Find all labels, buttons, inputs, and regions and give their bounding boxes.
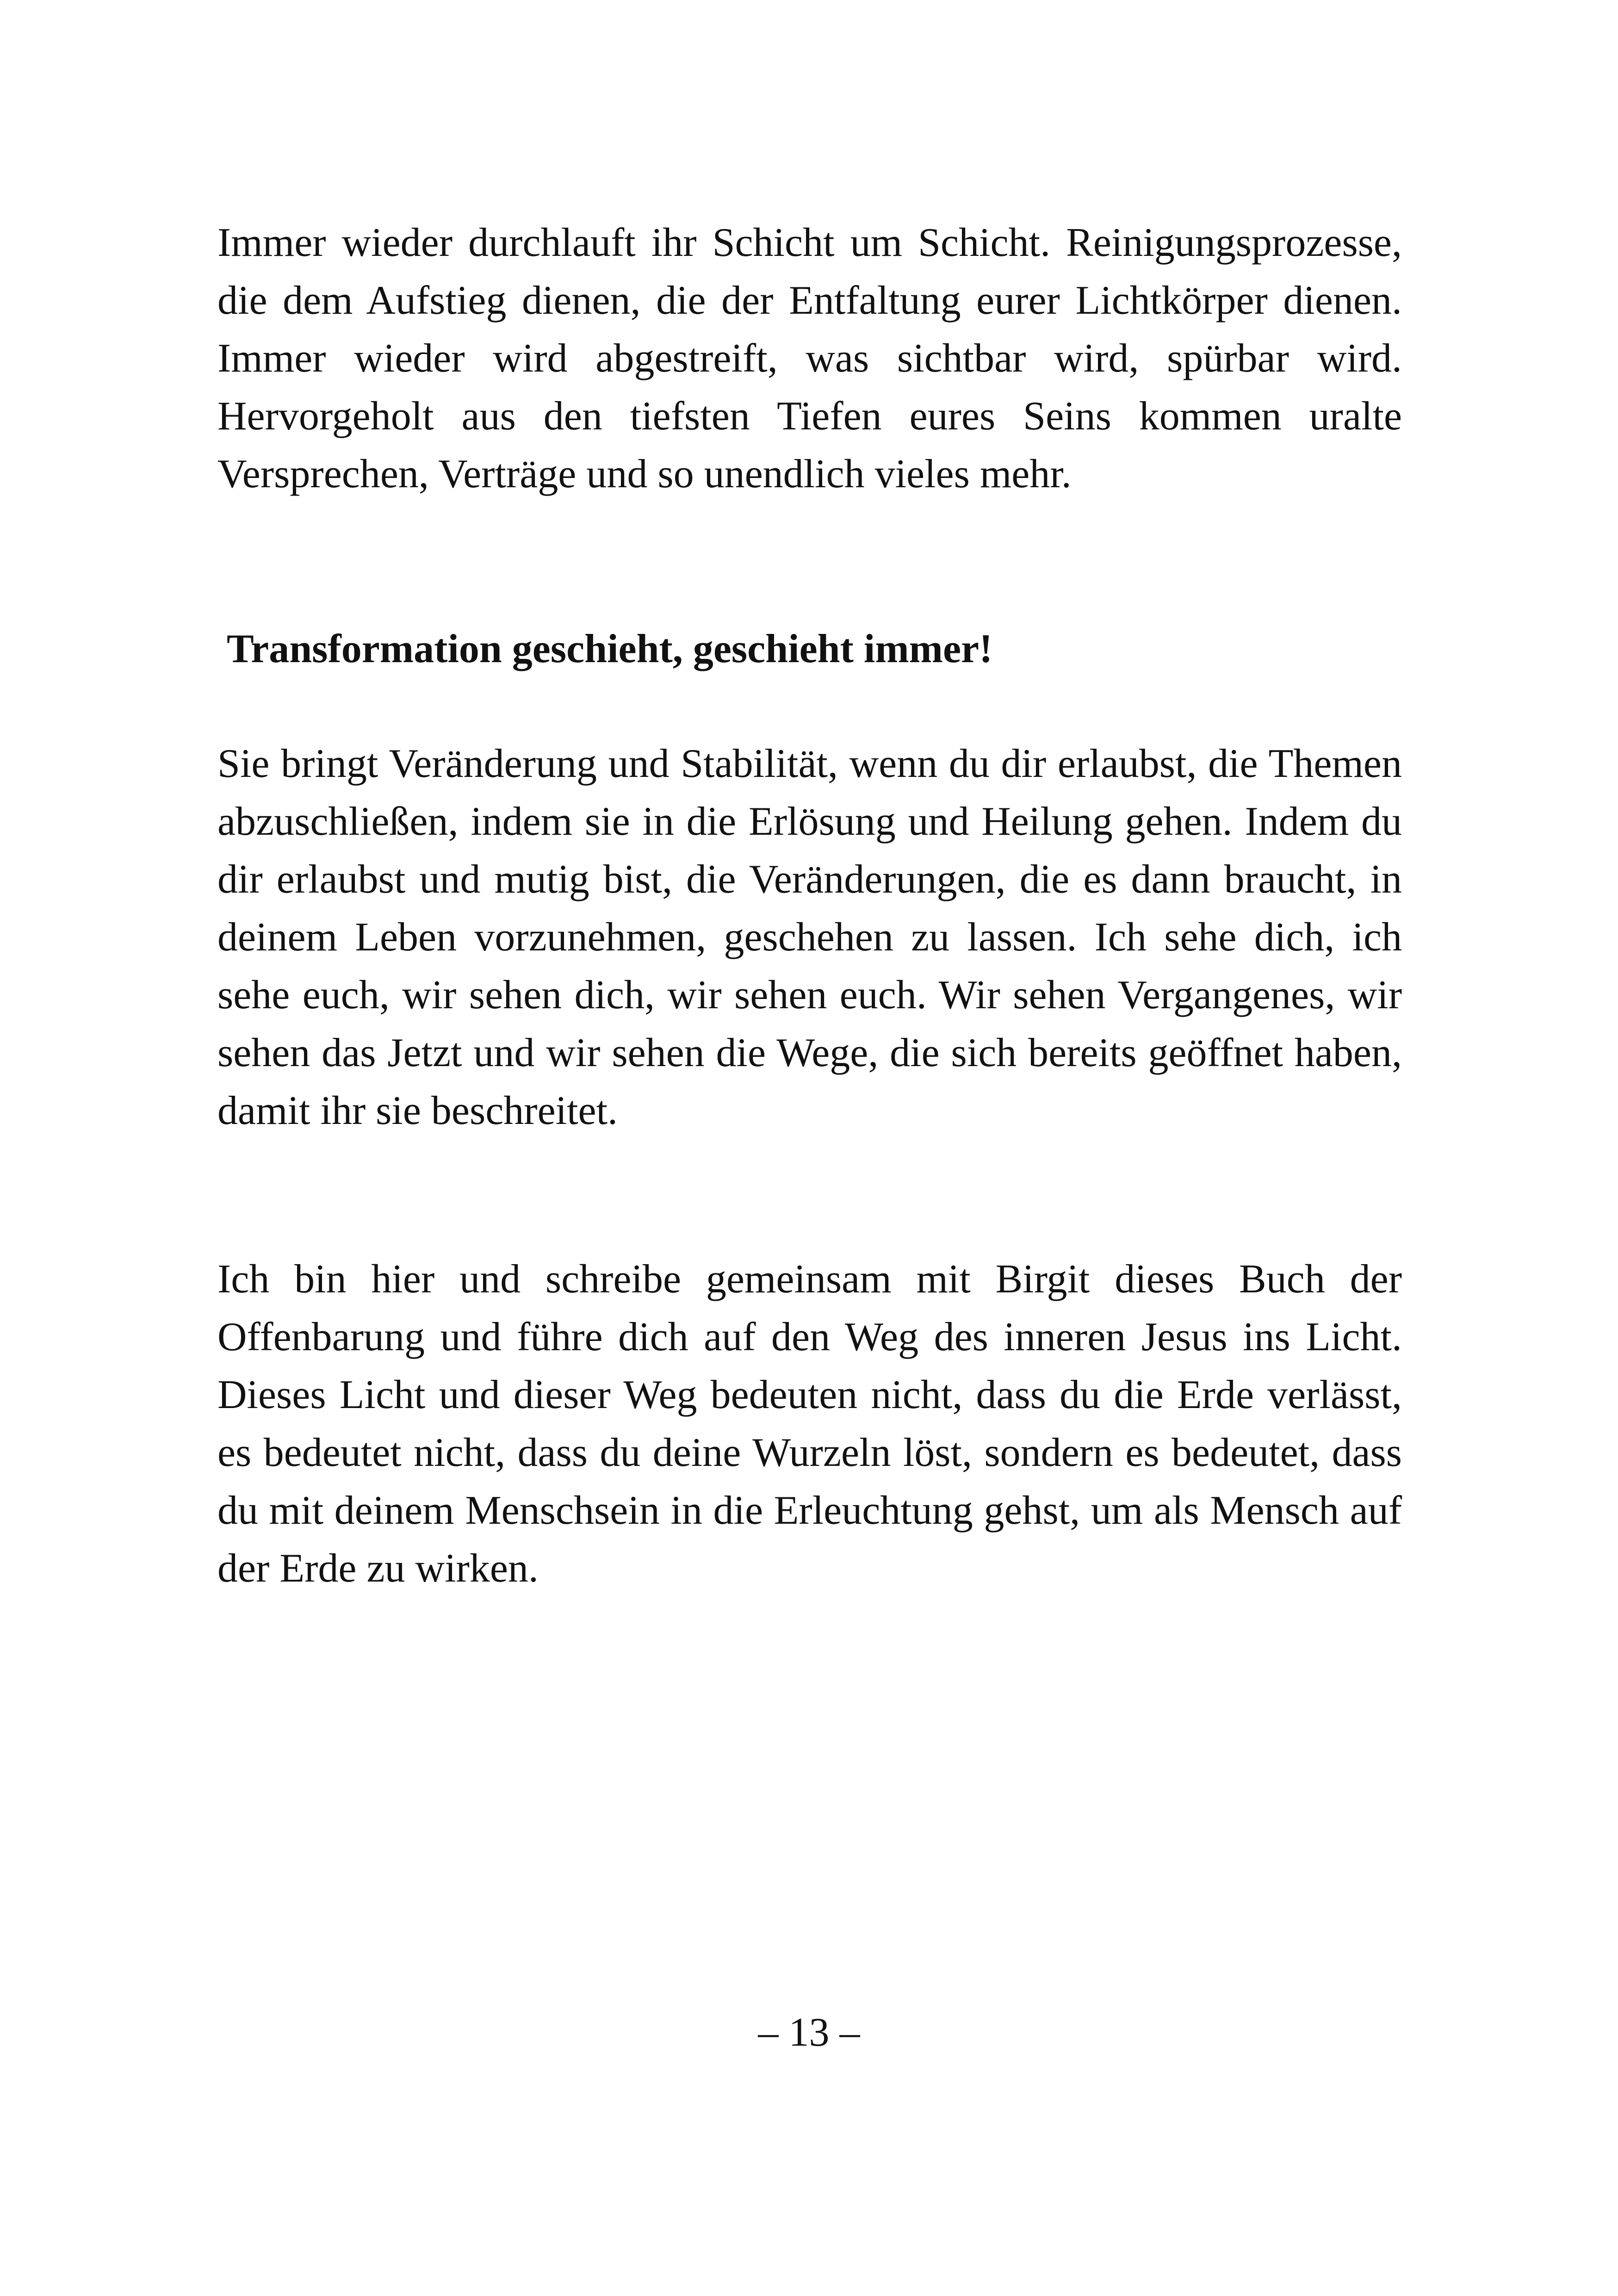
- body-paragraph-1: Immer wieder durchlauft ihr Schicht um Schicht. Reinigungsprozesse, die dem Aufstieg dienen, die der Entfaltung eurer Lichtkörper dienen. Immer wieder wird abgestreift, was sichtbar wird, spürbar wird. Hervorgeholt aus den tiefsten Tiefen eures Seins kommen uralte Versprechen, Verträge und so unendlich vieles mehr.: [217, 220, 1402, 496]
- body-paragraph-3: Ich bin hier und schreibe gemeinsam mit Birgit dieses Buch der Offenbarung und führe dich auf den Weg des inneren Jesus ins Licht. Dieses Licht und dieser Weg bedeuten nicht, dass du die Erde verlässt, es bedeutet nicht, dass du deine Wurzeln löst, sondern es bedeutet, dass du mit deinem Menschsein in die Erleuchtung gehst, um als Mensch auf der Erde zu wirken.: [217, 1257, 1402, 1591]
- section-heading: Transformation geschieht, geschieht immer!: [227, 627, 993, 671]
- page-number: – 13 –: [758, 2010, 860, 2055]
- body-paragraph-2: Sie bringt Veränderung und Stabilität, wenn du dir erlaubst, die Themen abzuschließen, indem sie in die Erlösung und Heilung gehen. Indem du dir erlaubst und mutig bist, die Veränderungen, die es dann braucht, in deinem Leben vorzunehmen, geschehen zu lassen. Ich sehe dich, ich sehe euch, wir sehen dich, wir sehen euch. Wir sehen Vergangenes, wir sehen das Jetzt und wir sehen die Wege, die sich bereits geöffnet haben, damit ihr sie beschreitet.: [217, 741, 1402, 1133]
